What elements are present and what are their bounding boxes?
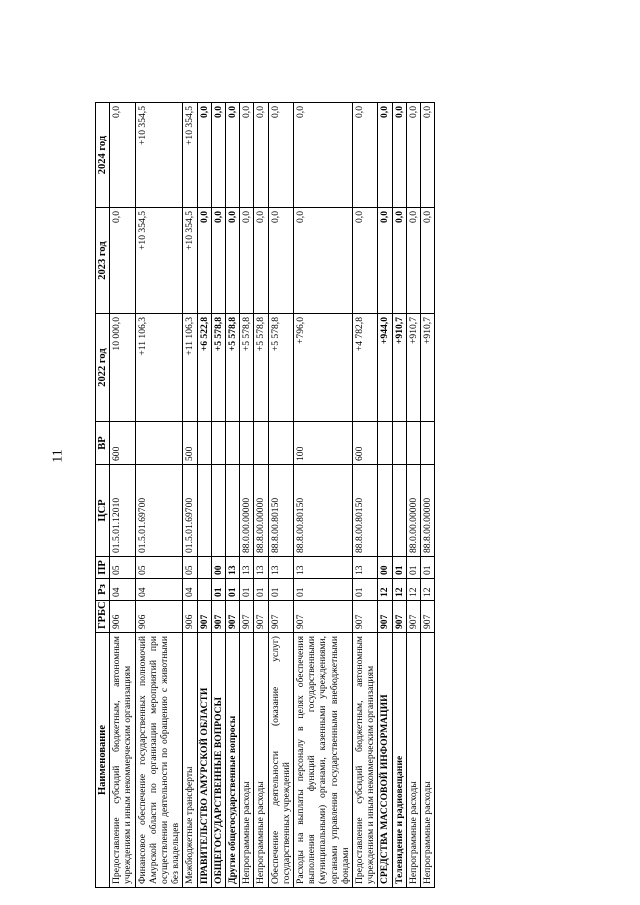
csr-cell: 88.8.00.00000 — [254, 465, 268, 557]
value-2023-cell: 0,0 — [254, 208, 268, 314]
value-2022-cell: +910,7 — [406, 314, 420, 422]
value-2024-cell: 0,0 — [392, 103, 406, 208]
table-header-row — [96, 103, 110, 888]
column-header-year-2022: 2022 год — [96, 314, 110, 422]
value-2024-cell: 0,0 — [226, 103, 240, 208]
pr-cell: 05 — [135, 557, 183, 579]
vr-cell: 600 — [353, 422, 378, 465]
table-row — [406, 103, 420, 888]
csr-cell — [378, 465, 392, 557]
pr-cell: 13 — [268, 557, 293, 579]
vr-cell — [406, 422, 420, 465]
grbs-cell: 907 — [392, 601, 406, 633]
value-2023-cell: 0,0 — [406, 208, 420, 314]
pr-cell: 13 — [294, 557, 353, 579]
value-2022-cell: +944,0 — [378, 314, 392, 422]
grbs-cell: 907 — [421, 601, 435, 633]
table-row — [353, 103, 378, 888]
value-2024-cell: 0,0 — [421, 103, 435, 208]
grbs-cell: 907 — [353, 601, 378, 633]
csr-cell — [197, 465, 211, 557]
value-2022-cell: +5 578,8 — [211, 314, 225, 422]
rz-cell: 04 — [110, 579, 135, 601]
value-2024-cell: 0,0 — [406, 103, 420, 208]
value-2022-cell: +910,7 — [392, 314, 406, 422]
value-2023-cell: 0,0 — [197, 208, 211, 314]
column-header-rz: Рз — [96, 579, 110, 601]
rz-cell: 04 — [135, 579, 183, 601]
table-row — [268, 103, 293, 888]
pr-cell: 01 — [406, 557, 420, 579]
value-2022-cell: +5 578,8 — [226, 314, 240, 422]
value-2022-cell: +5 578,8 — [254, 314, 268, 422]
grbs-cell: 907 — [211, 601, 225, 633]
value-2023-cell: 0,0 — [211, 208, 225, 314]
table-row — [226, 103, 240, 888]
vr-cell — [254, 422, 268, 465]
pr-cell: 05 — [183, 557, 197, 579]
table-row — [240, 103, 254, 888]
value-2023-cell: 0,0 — [378, 208, 392, 314]
value-2024-cell: 0,0 — [254, 103, 268, 208]
csr-cell: 88.8.00.00000 — [421, 465, 435, 557]
grbs-cell: 906 — [135, 601, 183, 633]
pr-cell: 13 — [254, 557, 268, 579]
table-row — [421, 103, 435, 888]
table-row — [110, 103, 135, 888]
value-2023-cell: 0,0 — [110, 208, 135, 314]
name-cell: Предоставление субсидий бюджетным, автономным учреждениям и иным некоммерческим организациям — [110, 633, 135, 888]
vr-cell — [378, 422, 392, 465]
vr-cell — [421, 422, 435, 465]
vr-cell — [135, 422, 183, 465]
value-2023-cell: +10 354,5 — [135, 208, 183, 314]
rotated-table-container — [95, 103, 575, 888]
name-cell: Другие общегосударственные вопросы — [226, 633, 240, 888]
pr-cell: 00 — [211, 557, 225, 579]
table-row — [392, 103, 406, 888]
vr-cell — [392, 422, 406, 465]
table-row — [378, 103, 392, 888]
grbs-cell: 907 — [406, 601, 420, 633]
value-2022-cell: +5 578,8 — [240, 314, 254, 422]
grbs-cell: 907 — [240, 601, 254, 633]
name-cell: Финансовое обеспечение государственных полномочий Амурской области по организации мероприятий при осуществлении деятельности по обращению с животными без владельцев — [135, 633, 183, 888]
column-header-csr: ЦСР — [96, 465, 110, 557]
value-2023-cell: 0,0 — [392, 208, 406, 314]
vr-cell — [197, 422, 211, 465]
rz-cell: 12 — [392, 579, 406, 601]
pr-cell: 05 — [110, 557, 135, 579]
value-2022-cell: +796,0 — [294, 314, 353, 422]
value-2022-cell: 10 000,0 — [110, 314, 135, 422]
value-2024-cell: +10 354,5 — [183, 103, 197, 208]
value-2024-cell: 0,0 — [197, 103, 211, 208]
table-row — [197, 103, 211, 888]
pr-cell: 01 — [392, 557, 406, 579]
rz-cell: 04 — [183, 579, 197, 601]
column-header-name: Наименование — [96, 633, 110, 888]
pr-cell: 13 — [353, 557, 378, 579]
rz-cell: 01 — [294, 579, 353, 601]
table-row — [183, 103, 197, 888]
rz-cell: 12 — [421, 579, 435, 601]
grbs-cell: 907 — [378, 601, 392, 633]
csr-cell — [226, 465, 240, 557]
value-2022-cell: +11 106,3 — [183, 314, 197, 422]
rz-cell — [197, 579, 211, 601]
pr-cell: 13 — [240, 557, 254, 579]
rz-cell: 12 — [378, 579, 392, 601]
value-2022-cell: +4 782,8 — [353, 314, 378, 422]
name-cell: ПРАВИТЕЛЬСТВО АМУРСКОЙ ОБЛАСТИ — [197, 633, 211, 888]
table-row — [135, 103, 183, 888]
csr-cell: 01.5.01.12010 — [110, 465, 135, 557]
name-cell: Непрограммные расходы — [406, 633, 420, 888]
vr-cell — [240, 422, 254, 465]
pr-cell: 13 — [226, 557, 240, 579]
rz-cell: 01 — [226, 579, 240, 601]
table-body — [110, 103, 435, 888]
value-2022-cell: +11 106,3 — [135, 314, 183, 422]
rz-cell: 01 — [240, 579, 254, 601]
rz-cell: 12 — [406, 579, 420, 601]
csr-cell — [211, 465, 225, 557]
vr-cell: 100 — [294, 422, 353, 465]
csr-cell — [392, 465, 406, 557]
rz-cell: 01 — [211, 579, 225, 601]
value-2024-cell: 0,0 — [268, 103, 293, 208]
value-2023-cell: 0,0 — [268, 208, 293, 314]
value-2024-cell: 0,0 — [353, 103, 378, 208]
name-cell: Телевидение и радиовещание — [392, 633, 406, 888]
name-cell: Непрограммные расходы — [254, 633, 268, 888]
rz-cell: 01 — [353, 579, 378, 601]
value-2024-cell: 0,0 — [110, 103, 135, 208]
value-2024-cell: +10 354,5 — [135, 103, 183, 208]
csr-cell: 88.0.00.00000 — [406, 465, 420, 557]
pr-cell — [197, 557, 211, 579]
column-header-grbs: ГРБС — [96, 601, 110, 633]
value-2023-cell: 0,0 — [294, 208, 353, 314]
value-2023-cell: 0,0 — [353, 208, 378, 314]
column-header-year-2023: 2023 год — [96, 208, 110, 314]
csr-cell: 01.5.01.69700 — [135, 465, 183, 557]
pr-cell: 01 — [421, 557, 435, 579]
rz-cell: 01 — [254, 579, 268, 601]
vr-cell — [268, 422, 293, 465]
page-number: 11 — [50, 449, 66, 463]
table-row — [294, 103, 353, 888]
grbs-cell: 907 — [197, 601, 211, 633]
name-cell: ОБЩЕГОСУДАРСТВЕННЫЕ ВОПРОСЫ — [211, 633, 225, 888]
csr-cell: 88.8.00.80150 — [353, 465, 378, 557]
name-cell: Межбюджетные трансферты — [183, 633, 197, 888]
csr-cell: 88.8.00.80150 — [294, 465, 353, 557]
value-2024-cell: 0,0 — [294, 103, 353, 208]
value-2024-cell: 0,0 — [211, 103, 225, 208]
grbs-cell: 907 — [254, 601, 268, 633]
csr-cell: 01.5.01.69700 — [183, 465, 197, 557]
name-cell: Предоставление субсидий бюджетным, автономным учреждениям и иным некоммерческим организациям — [353, 633, 378, 888]
column-header-year-2024: 2024 год — [96, 103, 110, 208]
value-2024-cell: 0,0 — [240, 103, 254, 208]
grbs-cell: 907 — [294, 601, 353, 633]
vr-cell — [226, 422, 240, 465]
grbs-cell: 907 — [268, 601, 293, 633]
column-header-vr: ВР — [96, 422, 110, 465]
value-2022-cell: +6 522,8 — [197, 314, 211, 422]
grbs-cell: 906 — [183, 601, 197, 633]
value-2023-cell: +10 354,5 — [183, 208, 197, 314]
value-2023-cell: 0,0 — [226, 208, 240, 314]
value-2024-cell: 0,0 — [378, 103, 392, 208]
value-2023-cell: 0,0 — [240, 208, 254, 314]
grbs-cell: 906 — [110, 601, 135, 633]
table-row — [254, 103, 268, 888]
value-2023-cell: 0,0 — [421, 208, 435, 314]
name-cell: Непрограммные расходы — [421, 633, 435, 888]
rz-cell: 01 — [268, 579, 293, 601]
vr-cell: 500 — [183, 422, 197, 465]
name-cell: Непрограммные расходы — [240, 633, 254, 888]
name-cell: Расходы на выплаты персоналу в целях обеспечения выполнения функций государственными (муниципальными) органами, казенными учреждениями, органами управления государственными внебюджетными фондами — [294, 633, 353, 888]
name-cell: СРЕДСТВА МАССОВОЙ ИНФОРМАЦИИ — [378, 633, 392, 888]
table-row — [211, 103, 225, 888]
name-cell: Обеспечение деятельности (оказание услуг) государственных учреждений — [268, 633, 293, 888]
csr-cell: 88.0.00.00000 — [240, 465, 254, 557]
grbs-cell: 907 — [226, 601, 240, 633]
vr-cell: 600 — [110, 422, 135, 465]
column-header-pr: ПР — [96, 557, 110, 579]
csr-cell: 88.8.00.80150 — [268, 465, 293, 557]
pr-cell: 00 — [378, 557, 392, 579]
value-2022-cell: +5 578,8 — [268, 314, 293, 422]
vr-cell — [211, 422, 225, 465]
budget-table — [95, 102, 435, 888]
value-2022-cell: +910,7 — [421, 314, 435, 422]
